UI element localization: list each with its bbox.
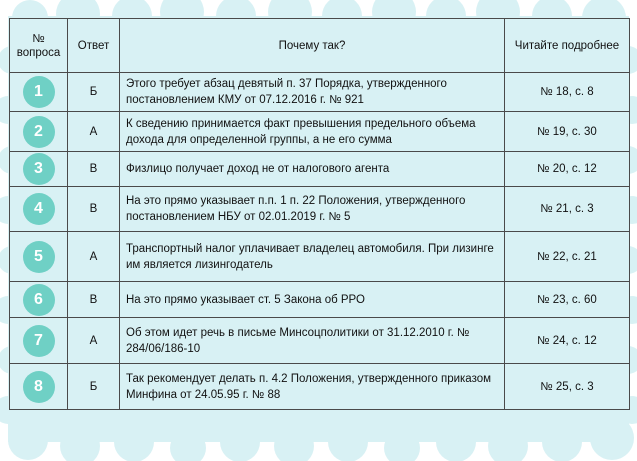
question-number-badge: 1 [23,76,55,108]
table-row [10,282,630,318]
question-number-cell [10,112,68,152]
answer-cell: В [68,282,120,318]
table-row [10,187,630,232]
header-row [10,19,630,73]
reference-cell: № 24, с. 12 [505,318,630,364]
question-number-badge: 2 [23,116,55,148]
header-answer: Ответ [68,19,120,73]
explanation-cell: Так рекомендует делать п. 4.2 Положения, утвержденного приказом Минфина от 24.05.95 г. № 88 [120,364,505,410]
cloud-bump [436,422,476,461]
cloud-bump [542,422,582,461]
question-number-cell [10,232,68,282]
answer-cell: Б [68,73,120,112]
answer-cell: А [68,232,120,282]
table-row [10,364,630,410]
question-number-badge: 7 [23,325,55,357]
question-number-badge: 3 [23,153,55,185]
explanation-cell: На это прямо указывает ст. 5 Закона об РРО [120,282,505,318]
explanation-cell: Этого требует абзац девятый п. 37 Порядка, утвержденного постановлением КМУ от 07.12.2016 г. № 921 [120,73,505,112]
reference-cell: № 19, с. 30 [505,112,630,152]
answer-cell: Б [68,364,120,410]
reference-cell: № 22, с. 21 [505,232,630,282]
table-row [10,112,630,152]
cloud-bump [8,420,48,460]
answer-cell: В [68,187,120,232]
explanation-cell: На это прямо указывает п.п. 1 п. 22 Положения, утвержденного постановлением НБУ от 02.01.2019 г. № 5 [120,187,505,232]
cloud-bump [328,422,368,461]
header-read-more: Читайте подробнее [505,19,630,73]
explanation-cell: К сведению принимается факт превышения предельного объема дохода для определенной группы, а не его сумма [120,112,505,152]
question-number-cell [10,318,68,364]
question-number-badge: 4 [23,193,55,225]
reference-cell: № 21, с. 3 [505,187,630,232]
cloud-bump [220,422,260,461]
explanation-cell: Транспортный налог уплачивает владелец автомобиля. При лизинге им является лизингодатель [120,232,505,282]
question-number-cell [10,152,68,187]
table-row [10,318,630,364]
header-question-number: № вопроса [10,19,68,73]
reference-cell: № 20, с. 12 [505,152,630,187]
answer-cell: В [68,152,120,187]
question-number-cell [10,187,68,232]
reference-cell: № 25, с. 3 [505,364,630,410]
explanation-cell: Об этом идет речь в письме Минсоцполитики от 31.12.2010 г. № 284/06/186-10 [120,318,505,364]
table-row [10,232,630,282]
reference-cell: № 18, с. 8 [505,73,630,112]
table-row [10,73,630,112]
question-number-badge: 8 [23,371,55,403]
header-why: Почему так? [120,19,505,73]
answer-cell: А [68,318,120,364]
answers-table [9,18,630,410]
question-number-badge: 5 [23,241,55,273]
explanation-cell: Физлицо получает доход не от налогового агента [120,152,505,187]
question-number-cell [10,73,68,112]
answer-cell: А [68,112,120,152]
cloud-bump [114,422,154,461]
question-number-cell [10,282,68,318]
question-number-cell [10,364,68,410]
table-row [10,152,630,187]
question-number-badge: 6 [23,284,55,316]
reference-cell: № 23, с. 60 [505,282,630,318]
